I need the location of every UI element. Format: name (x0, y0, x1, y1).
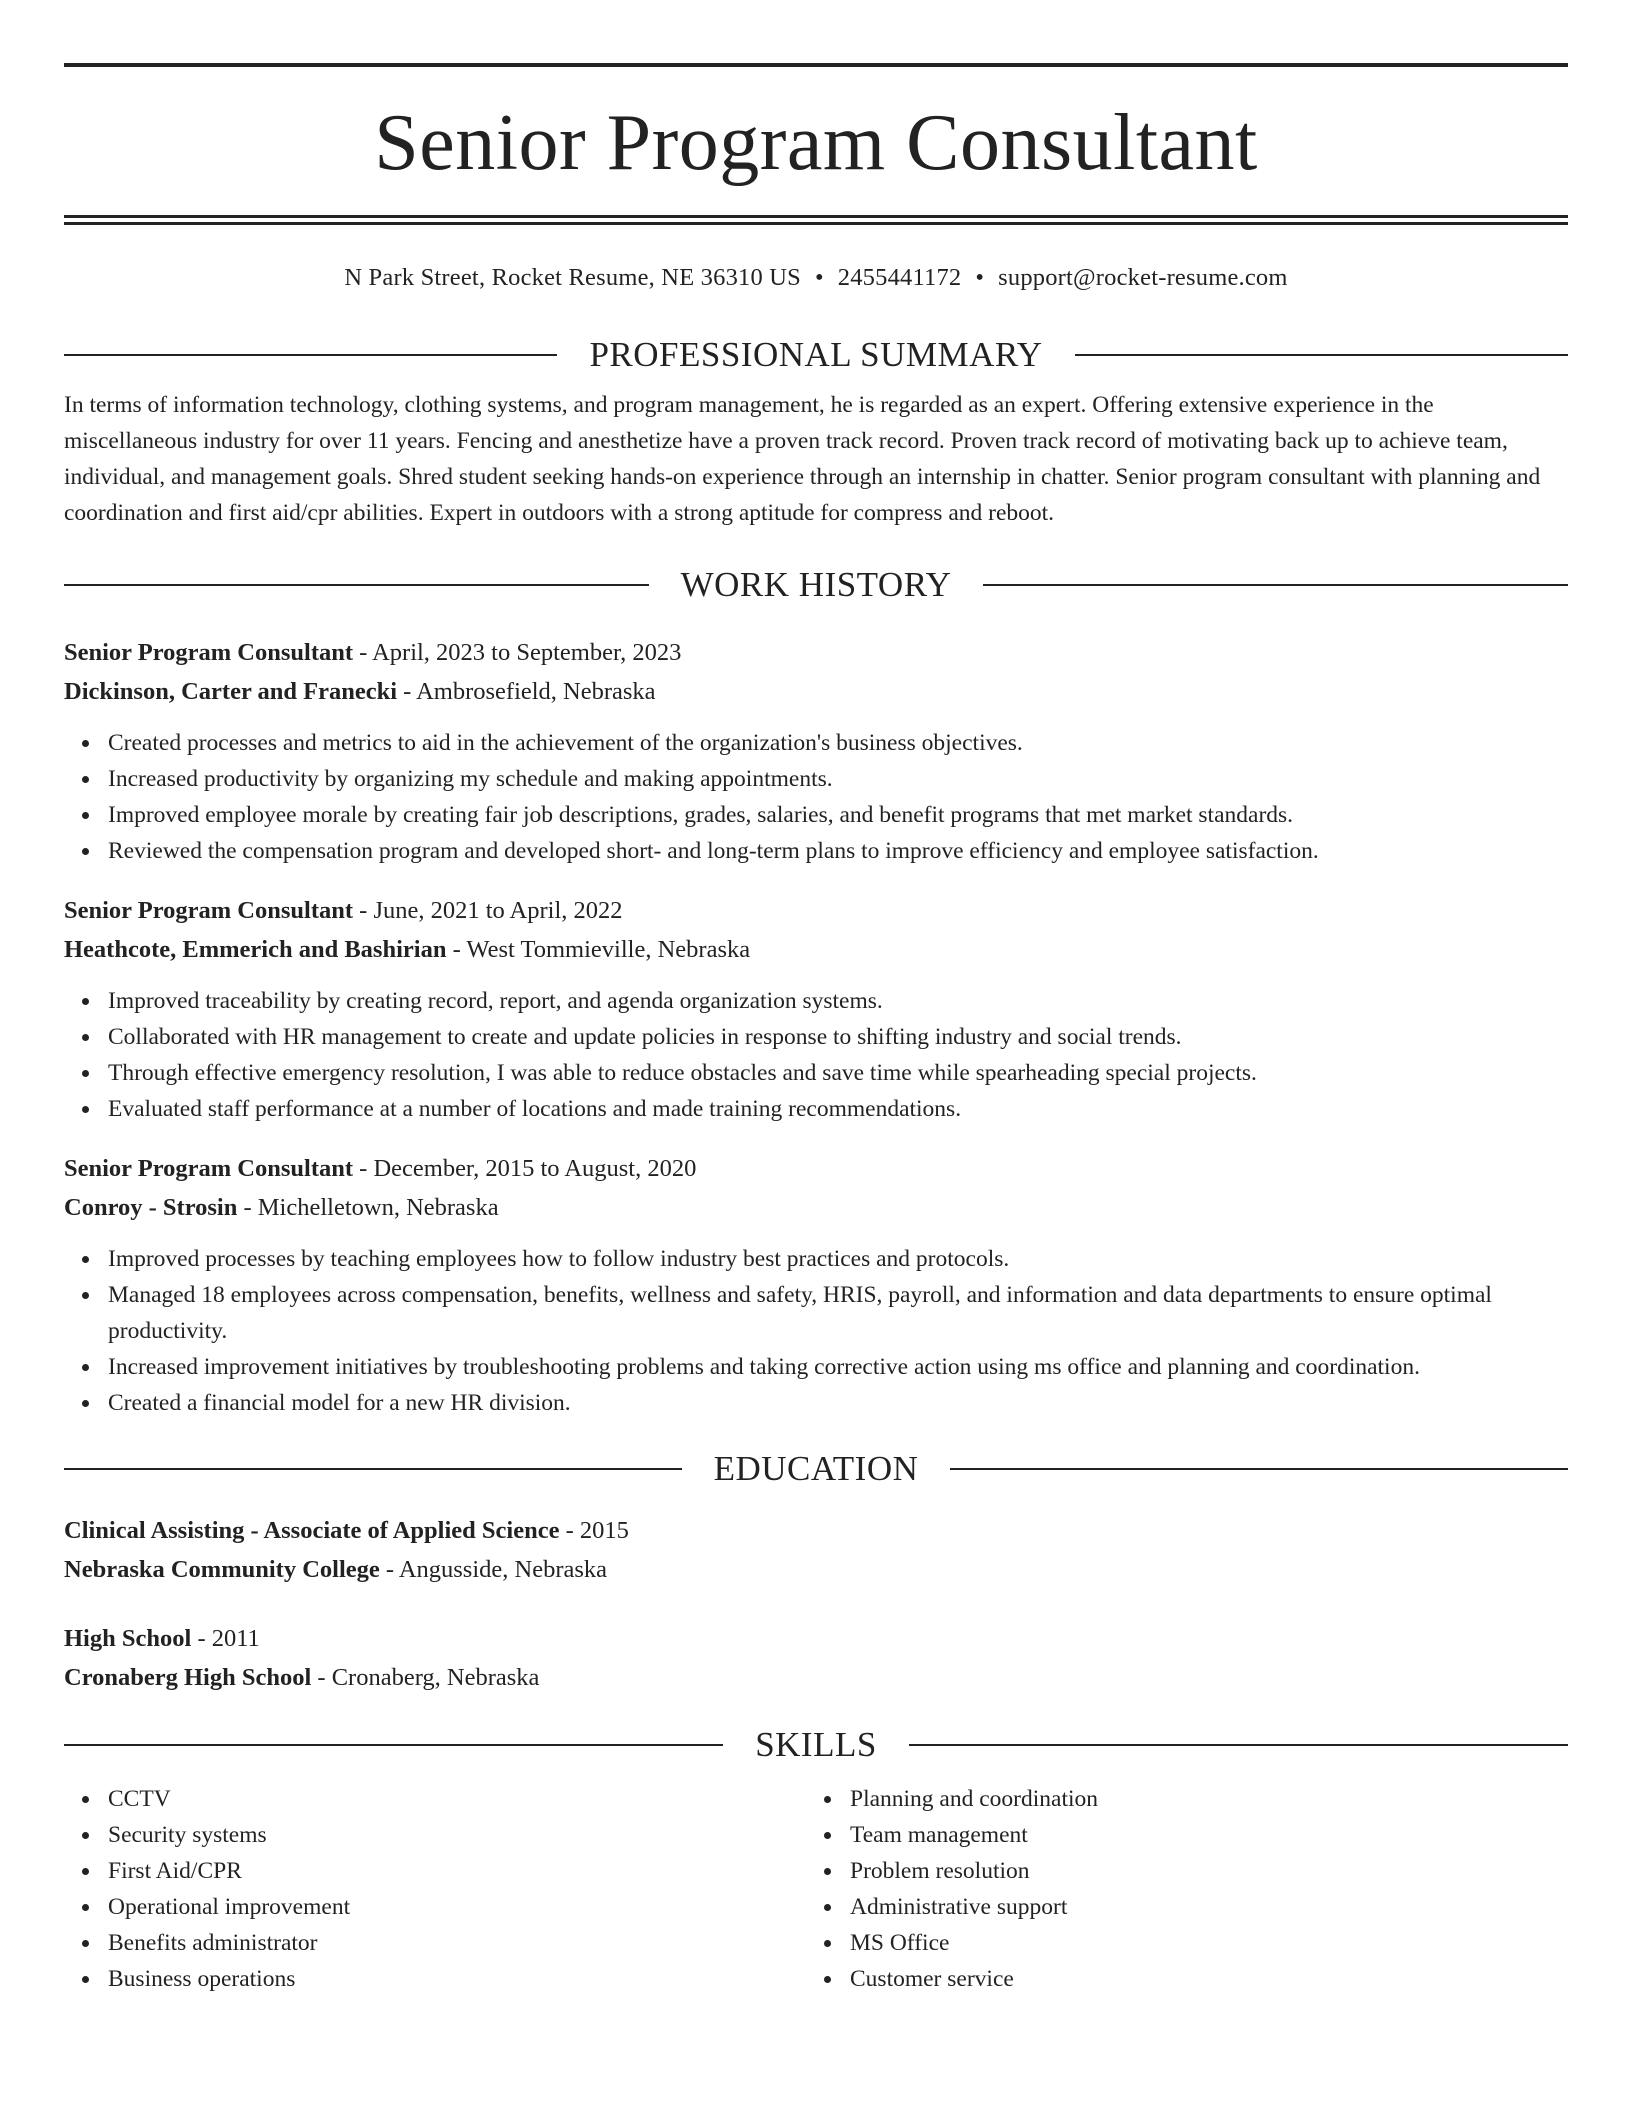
education-degree: Clinical Assisting - Associate of Applied Science (64, 1517, 560, 1544)
skill-item: Operational improvement (108, 1889, 806, 1925)
skill-item: Business operations (108, 1961, 806, 1997)
education-entry (64, 1619, 1568, 1697)
education-location: - Cronaberg, Nebraska (311, 1664, 540, 1691)
skill-item: Security systems (108, 1817, 806, 1853)
job-title: Senior Program Consultant (64, 1155, 354, 1182)
heading-rule (983, 584, 1568, 586)
job-bullet: Reviewed the compensation program and developed short- and long-term plans to improve efficiency and employee satisfaction. (108, 833, 1568, 869)
education-school: Nebraska Community College (64, 1556, 380, 1583)
job-bullet: Created processes and metrics to aid in the achievement of the organization's business objectives. (108, 725, 1568, 761)
job-location: - Michelletown, Nebraska (237, 1194, 499, 1221)
education-year: - 2015 (559, 1517, 629, 1544)
contact-email[interactable]: support@rocket-resume.com (998, 264, 1288, 291)
job-entry (64, 1149, 1568, 1421)
job-title: Senior Program Consultant (64, 639, 354, 666)
education-degree-line (64, 1619, 1568, 1658)
job-dates: - June, 2021 to April, 2022 (353, 897, 623, 924)
heading-rule (950, 1468, 1568, 1470)
section-heading-education (64, 1449, 1568, 1489)
job-title-line (64, 1149, 1568, 1188)
heading-rule (64, 1744, 723, 1746)
contact-line (64, 263, 1568, 293)
heading-rule (64, 354, 557, 356)
skills-list (806, 1781, 1548, 1997)
job-title-line (64, 633, 1568, 672)
job-bullets (64, 1241, 1568, 1421)
skills-columns (64, 1781, 1568, 1997)
education-year: - 2011 (191, 1625, 260, 1652)
skill-item: Customer service (850, 1961, 1548, 1997)
heading-rule (64, 584, 649, 586)
heading-rule (1075, 354, 1568, 356)
job-company: Heathcote, Emmerich and Bashirian (64, 936, 447, 963)
contact-separator: • (814, 264, 824, 291)
job-bullet: Increased productivity by organizing my schedule and making appointments. (108, 761, 1568, 797)
job-company: Dickinson, Carter and Franecki (64, 678, 398, 705)
education-entry (64, 1511, 1568, 1589)
resume-title: Senior Program Consultant (374, 99, 1258, 187)
heading-label: SKILLS (755, 1725, 877, 1764)
job-bullet: Managed 18 employees across compensation, benefits, wellness and safety, HRIS, payroll, and information and data departments to ensure optimal productivity. (108, 1277, 1568, 1349)
skills-list (64, 1781, 806, 1997)
education-degree: High School (64, 1625, 192, 1652)
title-double-rule (64, 215, 1568, 225)
job-bullets (64, 725, 1568, 869)
job-location: - West Tommieville, Nebraska (446, 936, 751, 963)
section-heading-skills (64, 1725, 1568, 1765)
heading-label: EDUCATION (713, 1449, 919, 1488)
education-school-line (64, 1550, 1568, 1589)
section-heading-work-history (64, 565, 1568, 605)
resume-page (64, 63, 1568, 1997)
job-bullet: Improved traceability by creating record, report, and agenda organization systems. (108, 983, 1568, 1019)
job-company-line (64, 1188, 1568, 1227)
contact-separator: • (975, 264, 985, 291)
job-title: Senior Program Consultant (64, 897, 354, 924)
summary-text: In terms of information technology, clothing systems, and program management, he is regarded as an expert. Offering extensive experience in the miscellaneous industry for over 11 years. Fencing and anesthetize have a proven track record. Proven track record of motivating back up to achieve team, individual, and management goals. Shred student seeking hands-on experience through an internship in chatter. Senior program consultant with planning and coordination and first aid/cpr abilities. Expert in outdoors with a strong aptitude for compress and reboot. (64, 392, 1541, 526)
job-entry (64, 891, 1568, 1127)
job-bullet: Through effective emergency resolution, I was able to reduce obstacles and save time while spearheading special projects. (108, 1055, 1568, 1091)
job-entry (64, 633, 1568, 869)
job-dates: - April, 2023 to September, 2023 (353, 639, 682, 666)
job-location: - Ambrosefield, Nebraska (397, 678, 656, 705)
job-company-line (64, 930, 1568, 969)
job-title-line (64, 891, 1568, 930)
job-bullet: Improved processes by teaching employees how to follow industry best practices and protocols. (108, 1241, 1568, 1277)
education-school-line (64, 1658, 1568, 1697)
job-bullet: Improved employee morale by creating fair job descriptions, grades, salaries, and benefit programs that met market standards. (108, 797, 1568, 833)
job-bullet: Increased improvement initiatives by troubleshooting problems and taking corrective action using ms office and planning and coordination. (108, 1349, 1568, 1385)
skills-column-right (806, 1781, 1548, 1997)
education-location: - Angusside, Nebraska (379, 1556, 608, 1583)
heading-label: PROFESSIONAL SUMMARY (589, 335, 1043, 374)
skill-item: MS Office (850, 1925, 1548, 1961)
skill-item: Team management (850, 1817, 1548, 1853)
skill-item: Benefits administrator (108, 1925, 806, 1961)
job-bullet: Evaluated staff performance at a number of locations and made training recommendations. (108, 1091, 1568, 1127)
top-rule (64, 63, 1568, 67)
contact-phone: 2455441172 (837, 264, 962, 291)
education-school: Cronaberg High School (64, 1664, 312, 1691)
job-company-line (64, 672, 1568, 711)
job-bullet: Collaborated with HR management to create and update policies in response to shifting industry and social trends. (108, 1019, 1568, 1055)
job-bullets (64, 983, 1568, 1127)
job-bullet: Created a financial model for a new HR division. (108, 1385, 1568, 1421)
skills-column-left (64, 1781, 806, 1997)
job-company: Conroy - Strosin (64, 1194, 238, 1221)
education-degree-line (64, 1511, 1568, 1550)
heading-rule (909, 1744, 1568, 1746)
skill-item: First Aid/CPR (108, 1853, 806, 1889)
skill-item: Planning and coordination (850, 1781, 1548, 1817)
heading-rule (64, 1468, 682, 1470)
contact-address: N Park Street, Rocket Resume, NE 36310 US (344, 264, 801, 291)
job-dates: - December, 2015 to August, 2020 (353, 1155, 697, 1182)
skill-item: Problem resolution (850, 1853, 1548, 1889)
skill-item: Administrative support (850, 1889, 1548, 1925)
section-heading-summary (64, 335, 1568, 375)
skill-item: CCTV (108, 1781, 806, 1817)
heading-label: WORK HISTORY (680, 565, 952, 604)
